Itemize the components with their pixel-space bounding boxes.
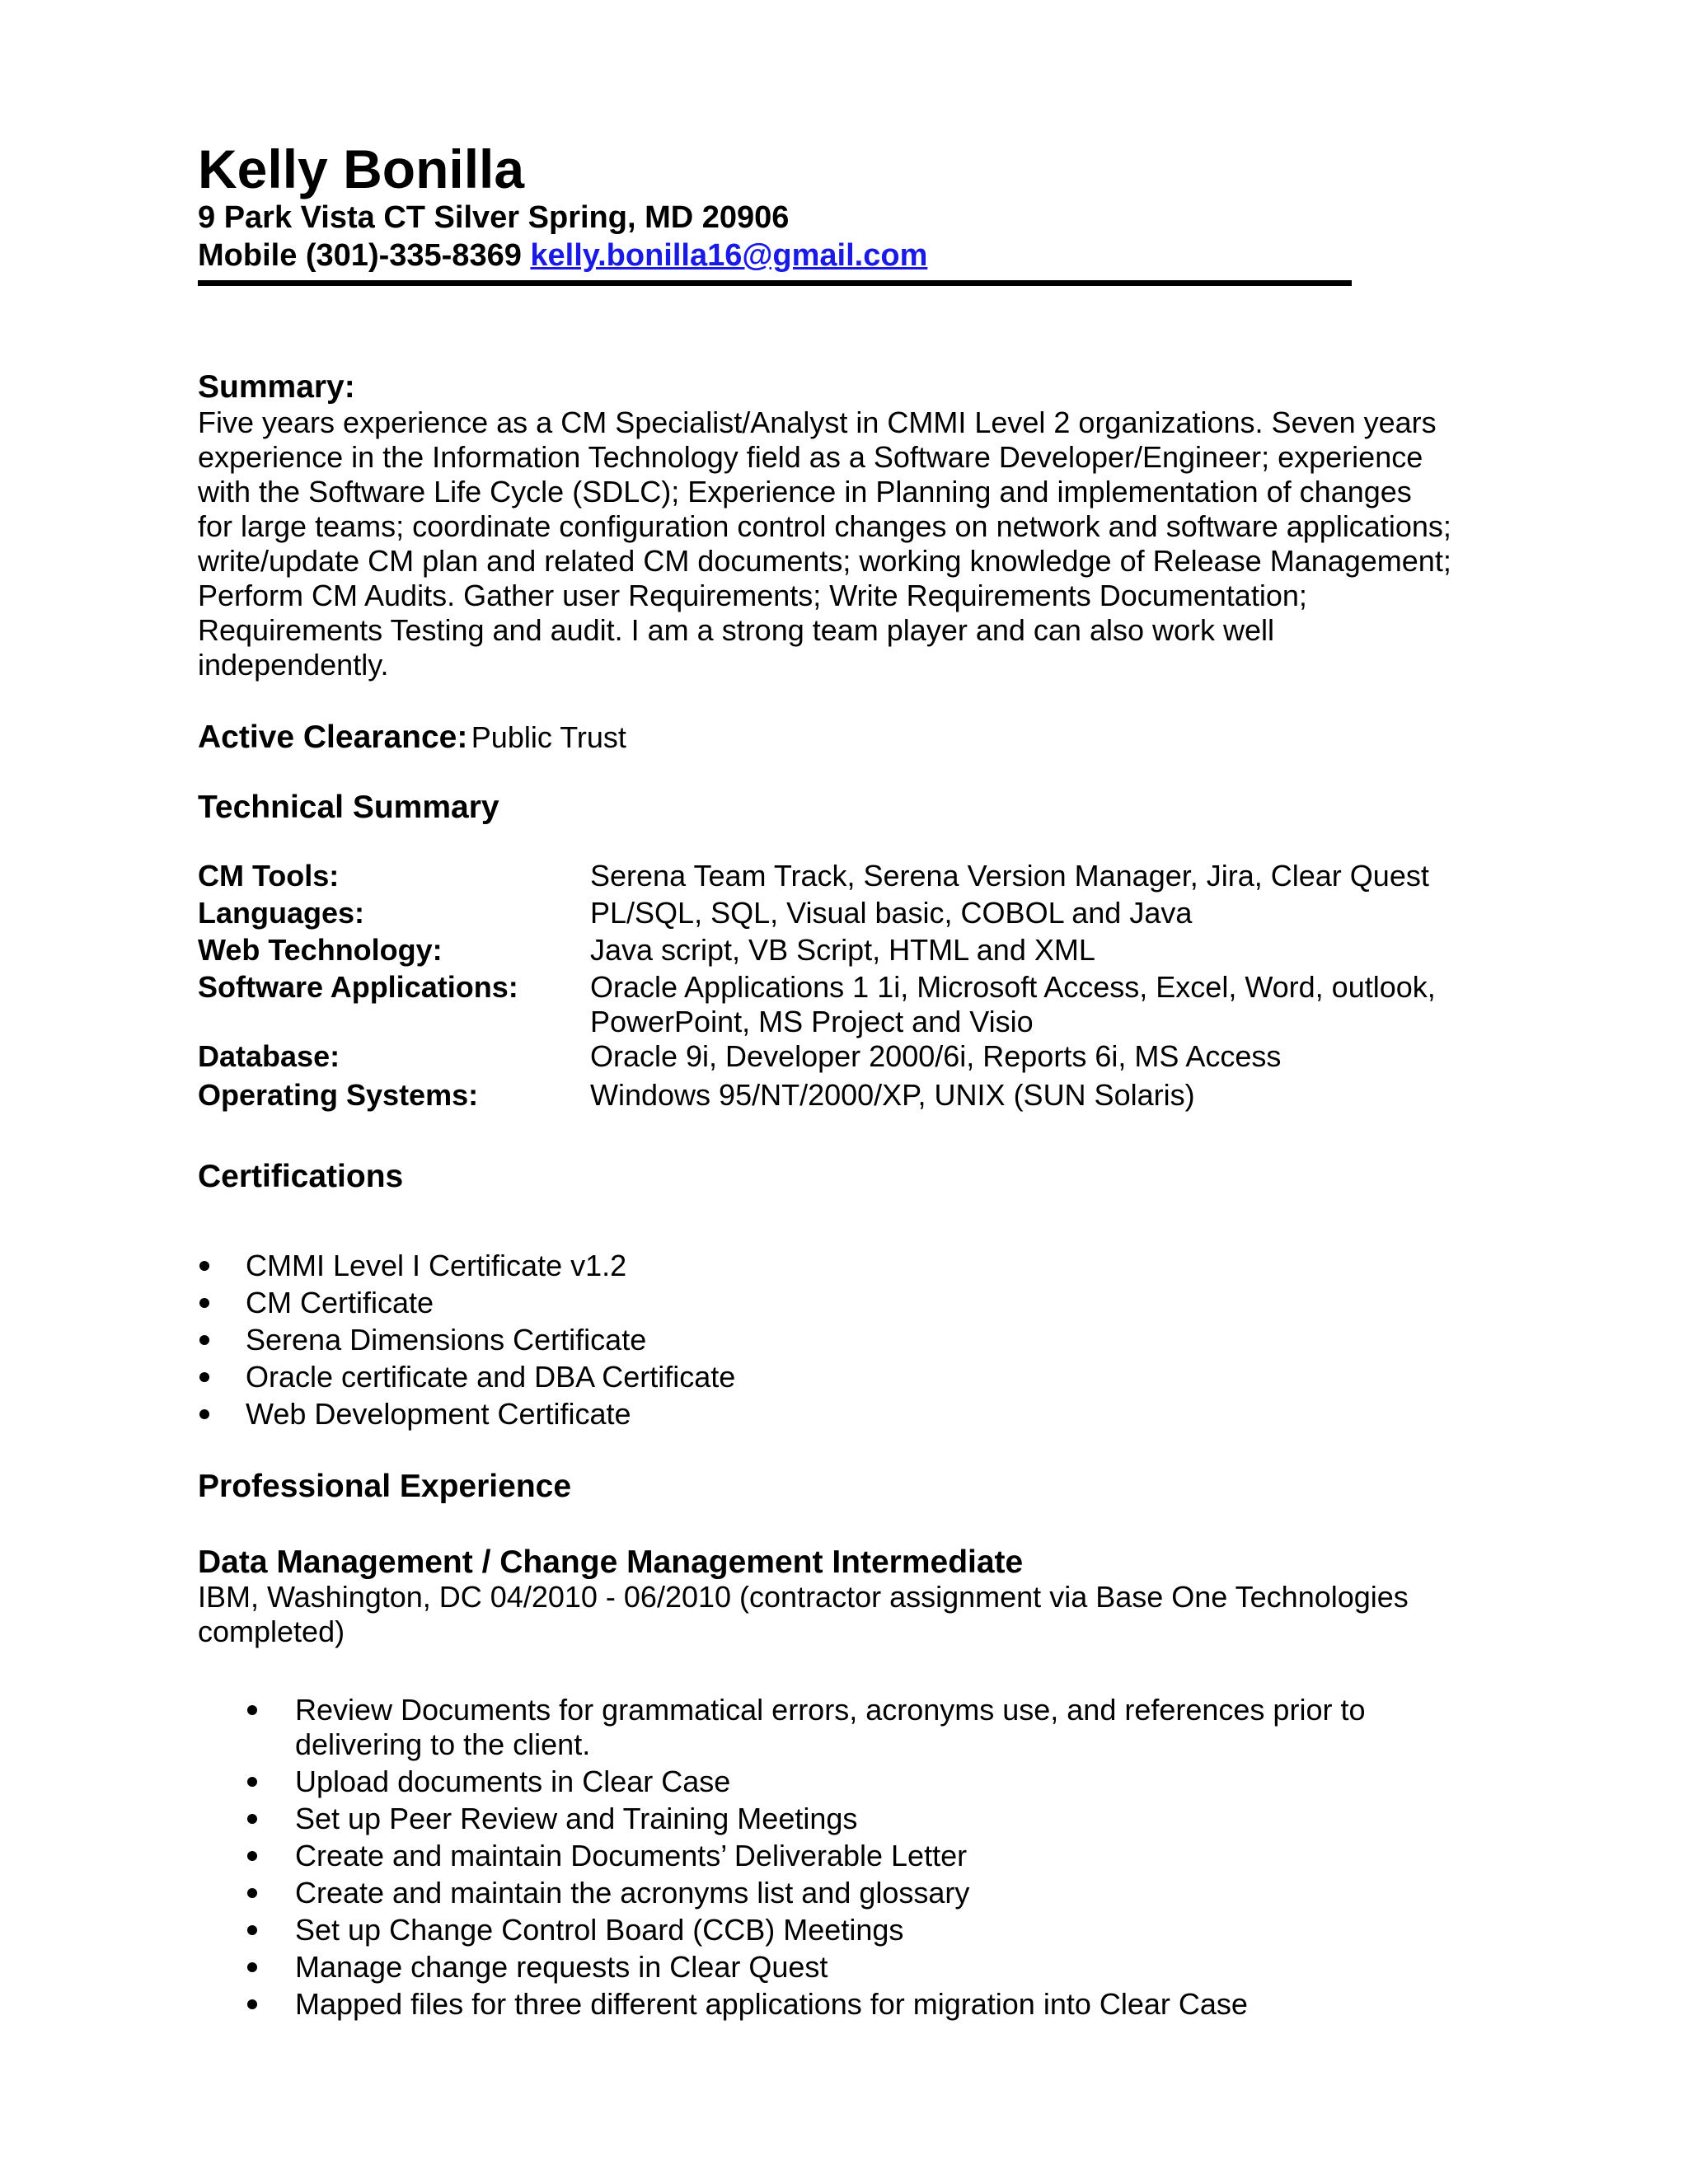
bullet-icon bbox=[247, 1962, 257, 1972]
bullet-icon bbox=[199, 1298, 209, 1308]
cert-item-text: CMMI Level I Certificate v1.2 bbox=[246, 1249, 627, 1282]
job-item-text: Mapped files for three different applications for migration into Clear Case bbox=[295, 1987, 1248, 2021]
summary-line: independently. bbox=[198, 648, 389, 682]
bullet-icon bbox=[247, 1777, 257, 1787]
summary-paragraph bbox=[198, 405, 1484, 682]
bullet-icon bbox=[247, 1888, 257, 1898]
tech-value: Java script, VB Script, HTML and XML bbox=[590, 933, 1095, 967]
experience-heading: Professional Experience bbox=[198, 1469, 572, 1504]
bullet-icon bbox=[247, 1999, 257, 2009]
technical-heading: Technical Summary bbox=[198, 790, 499, 825]
tech-label: Languages: bbox=[198, 896, 365, 930]
address-line: 9 Park Vista CT Silver Spring, MD 20906 bbox=[198, 200, 790, 235]
cert-item-text: Serena Dimensions Certificate bbox=[246, 1323, 647, 1357]
summary-line: Perform CM Audits. Gather user Requirements; Write Requirements Documentation; bbox=[198, 579, 1307, 612]
bullet-icon bbox=[199, 1335, 209, 1345]
cert-item-text: Oracle certificate and DBA Certificate bbox=[246, 1360, 736, 1394]
cert-item-text: Web Development Certificate bbox=[246, 1397, 631, 1431]
certifications-heading: Certifications bbox=[198, 1159, 404, 1194]
email-link[interactable]: kelly.bonilla16@gmail.com bbox=[530, 238, 928, 273]
job-item-text: Create and maintain the acronyms list and glossary bbox=[295, 1876, 970, 1910]
job-employer-line: completed) bbox=[198, 1615, 345, 1648]
header-divider bbox=[198, 280, 1352, 286]
tech-value: Serena Team Track, Serena Version Manager, Jira, Clear Quest bbox=[590, 859, 1429, 893]
job-item-text: Upload documents in Clear Case bbox=[295, 1765, 731, 1798]
bullet-icon bbox=[247, 1814, 257, 1824]
tech-value: Windows 95/NT/2000/XP, UNIX (SUN Solaris) bbox=[590, 1078, 1195, 1112]
tech-label: Web Technology: bbox=[198, 933, 443, 967]
tech-value: Oracle Applications 1 1i, Microsoft Access, Excel, Word, outlook, bbox=[590, 970, 1436, 1004]
tech-label: CM Tools: bbox=[198, 859, 340, 893]
phone-number: Mobile (301)-335-8369 bbox=[198, 238, 522, 273]
tech-value: Oracle 9i, Developer 2000/6i, Reports 6i, MS Access bbox=[590, 1039, 1282, 1073]
tech-label: Database: bbox=[198, 1039, 340, 1073]
bullet-icon bbox=[247, 1851, 257, 1861]
tech-value: PL/SQL, SQL, Visual basic, COBOL and Java bbox=[590, 896, 1193, 930]
resume-name: Kelly Bonilla bbox=[198, 138, 525, 199]
summary-line: Five years experience as a CM Specialist/Analyst in CMMI Level 2 organizations. Seven years bbox=[198, 405, 1437, 439]
tech-label: Software Applications: bbox=[198, 970, 518, 1004]
summary-heading: Summary: bbox=[198, 369, 355, 405]
job-title: Data Management / Change Management Intermediate bbox=[198, 1544, 1024, 1580]
tech-label: Operating Systems: bbox=[198, 1078, 479, 1112]
job-item-text: Create and maintain Documents’ Deliverable Letter bbox=[295, 1839, 968, 1872]
job-item-text: Set up Peer Review and Training Meetings bbox=[295, 1802, 858, 1835]
bullet-icon bbox=[199, 1261, 209, 1271]
clearance-value: Public Trust bbox=[471, 720, 626, 754]
cert-item-text: CM Certificate bbox=[246, 1286, 434, 1319]
job-item-continued: delivering to the client. bbox=[295, 1727, 591, 1761]
tech-value-continued: PowerPoint, MS Project and Visio bbox=[590, 1005, 1034, 1038]
job-item-text: Set up Change Control Board (CCB) Meetings bbox=[295, 1913, 904, 1947]
contact-line bbox=[198, 237, 927, 274]
job-item-text: Manage change requests in Clear Quest bbox=[295, 1950, 828, 1984]
clearance-label: Active Clearance: bbox=[198, 719, 468, 755]
summary-line: Requirements Testing and audit. I am a strong team player and can also work well bbox=[198, 613, 1275, 647]
summary-line: experience in the Information Technology field as a Software Developer/Engineer; experience bbox=[198, 440, 1423, 474]
summary-line: for large teams; coordinate configuration control changes on network and software applications; bbox=[198, 509, 1451, 543]
bullet-icon bbox=[199, 1409, 209, 1419]
bullet-icon bbox=[247, 1925, 257, 1935]
job-employer-line: IBM, Washington, DC 04/2010 - 06/2010 (contractor assignment via Base One Technologies bbox=[198, 1580, 1409, 1614]
bullet-icon bbox=[247, 1705, 257, 1715]
bullet-icon bbox=[199, 1372, 209, 1382]
summary-line: write/update CM plan and related CM documents; working knowledge of Release Management; bbox=[198, 544, 1451, 578]
summary-line: with the Software Life Cycle (SDLC); Experience in Planning and implementation of changes bbox=[198, 475, 1412, 509]
clearance-line bbox=[198, 719, 626, 763]
job-item-text: Review Documents for grammatical errors, acronyms use, and references prior to bbox=[295, 1693, 1366, 1727]
